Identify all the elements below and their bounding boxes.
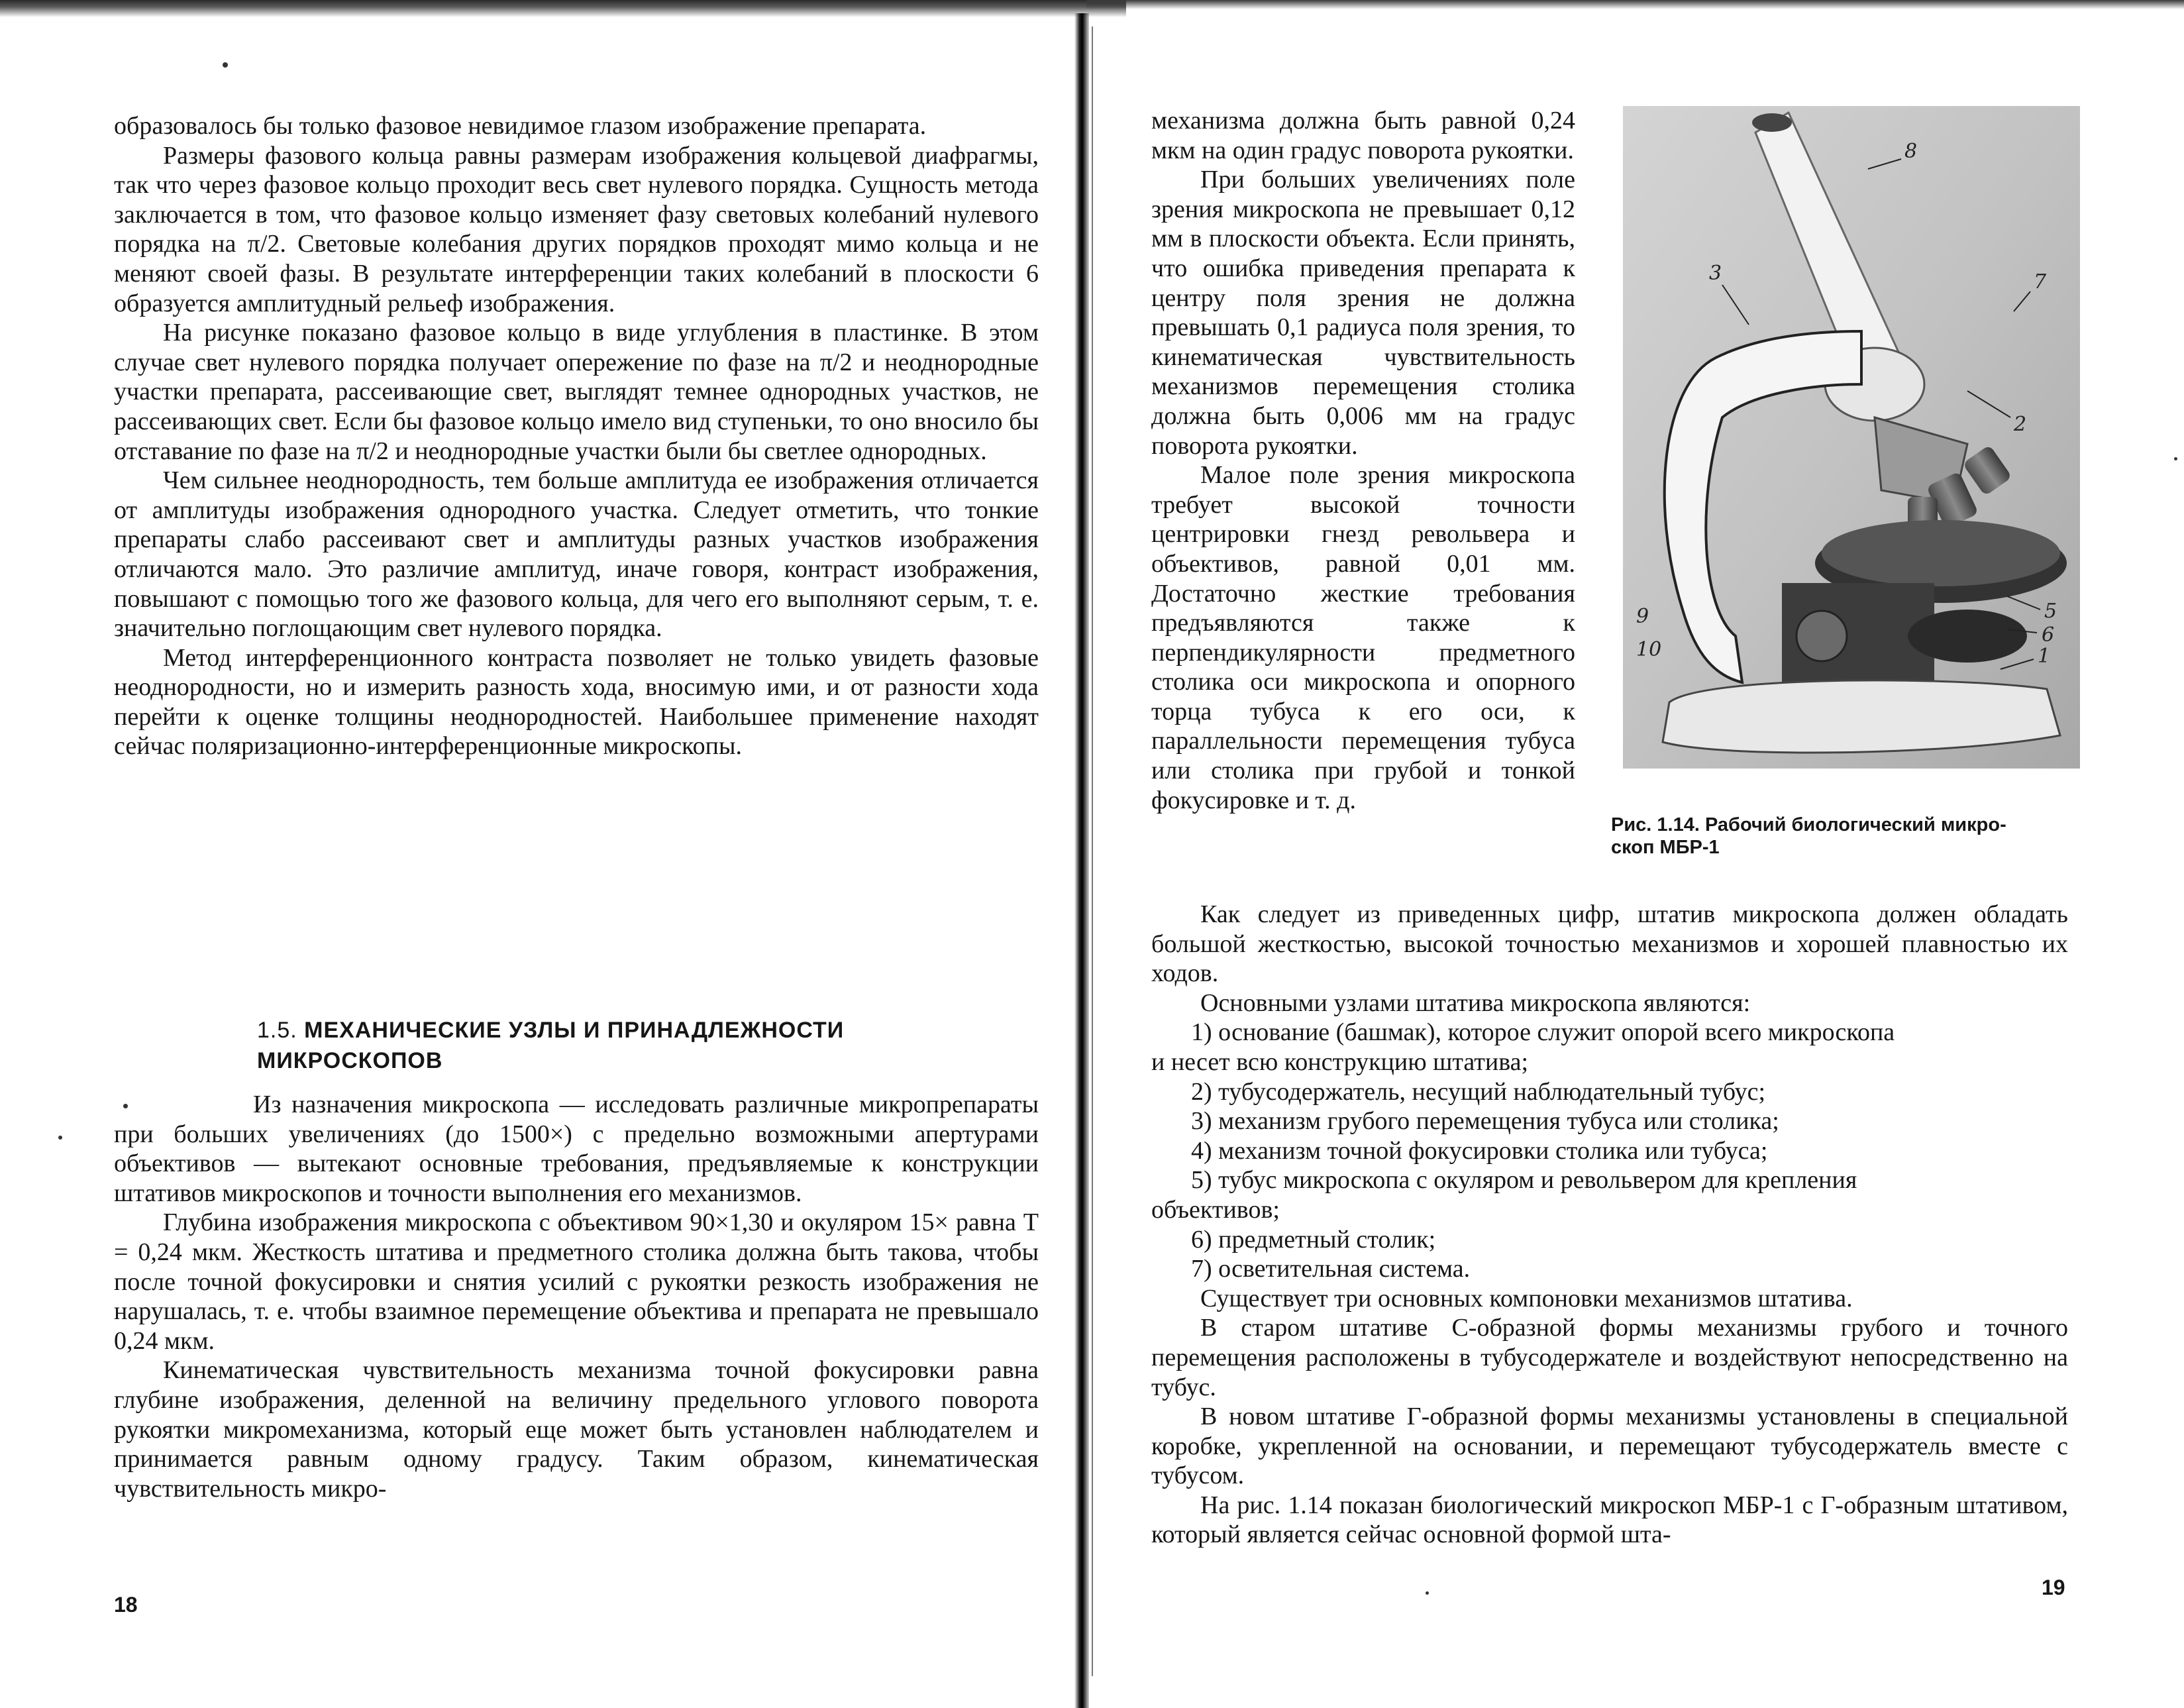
paragraph: Малое поле зрения микроскопа требует высокой точности центрировки гнезд револьвера и объективов, равной 0,01 мм. Достаточно жесткие требования предъявляются также к перпендикулярности предметного столика оси микроскопа и опорного торца тубуса к его оси, к параллельности перемещения тубуса или столика при грубой и тонкой фокусировке и т. д. [1151, 461, 1575, 814]
paragraph: Размеры фазового кольца равны размерам изображения кольцевой диафрагмы, так что через фазовое кольцо проходит весь свет нулевого порядка. Сущность метода заключается в том, что фазовое кольцо изменяет фазу световых колебаний нулевого порядка на π/2. Световые колебания других порядков проходят мимо кольца и не меняют своей фазы. В результате интерференции таких колебаний в плоскости 6 образуется амплитудный рельеф изображения. [114, 141, 1039, 317]
list-item: и несет всю конструкцию штатива; [1151, 1047, 1529, 1076]
scan-speck [58, 1136, 62, 1140]
list-item: 3) механизм грубого перемещения тубуса или столика; [1191, 1107, 1779, 1136]
figure-label: 7 [2034, 270, 2047, 294]
figure-label: 9 [1636, 605, 1649, 628]
section-title-line2: МИКРОСКОПОВ [257, 1048, 443, 1073]
list-item: 1) основание (башмак), которое служит опорой всего микроскопа [1191, 1018, 1895, 1047]
section-title: МЕХАНИЧЕСКИЕ УЗЛЫ И ПРИНАДЛЕЖНОСТИ [304, 1018, 845, 1043]
focus-knob-icon [1796, 611, 1847, 661]
scan-speck [2174, 457, 2177, 460]
scan-speck [223, 62, 228, 68]
stage-top [1822, 520, 2060, 586]
paragraph: Кинематическая чувствительность механизма точной фокусировки равна глубине изображения, деленной на величину предельного углового поворота рукоятки микромеханизма, который еще может быть установлен наблюдателем и принимается равным одному градусу. Таким образом, кинематическая чувствительность микро- [114, 1356, 1039, 1503]
microscope-base [1663, 680, 2060, 753]
figure-caption-line1: Рис. 1.14. Рабочий биологический микро- [1611, 814, 2006, 835]
section-heading [257, 1015, 919, 1076]
page-number-left: 18 [114, 1593, 138, 1617]
paragraph: При больших увеличениях поле зрения микроскопа не превышает 0,12 мм в плоскости объекта. Если принять, что ошибка приведения препарата к центру поля зрения не должна превышать 0,1 радиуса поля зрения, то кинематическая чувствительность механизмов перемещения столика должна быть 0,006 мм на градус поворота рукоятки. [1151, 166, 1575, 460]
paragraph: Глубина изображения микроскопа с объективом 90×1,30 и окуляром 15× равна T = 0,24 мкм. Жесткость штатива и предметного столика должна быть такова, чтобы после точной фокусировки и снятия усилий с рукоятки резкость изображения не нарушалась, т. е. чтобы взаимное перемещение объектива и препарата не превышало 0,24 мкм. [114, 1208, 1039, 1355]
paragraph: Чем сильнее неоднородность, тем больше амплитуда ее изображения отличается от амплитуды изображения однородного участка. Следует отметить, что тонкие препараты слабо рассеивают свет и амплитуды разных участков изображения отличаются мало. Это различие амплитуд, иначе говоря, контраст изображения, повышают с помощью того же фазового кольца, для чего его выполняют серым, т. е. значительно поглощающим свет нулевого порядка. [114, 466, 1039, 643]
paragraph: механизма должна быть равной 0,24 мкм на один градус поворота рукоятки. [1151, 107, 1575, 164]
paragraph: В старом штативе С-образной формы механизмы грубого и точного перемещения расположены в тубусодержателе и воздействуют непосредственно на тубус. [1151, 1314, 2068, 1401]
condenser [1908, 610, 2027, 663]
list-item: объективов; [1151, 1195, 1280, 1224]
left-page-text-top [114, 111, 1039, 761]
eyepiece-icon [1752, 113, 1792, 132]
left-page [0, 0, 1080, 1708]
list-item: 6) предметный столик; [1191, 1225, 1436, 1254]
page-number-right: 19 [2042, 1575, 2065, 1599]
paragraph: На рисунке показано фазовое кольцо в виде углубления в пластинке. В этом случае свет нулевого порядка получает опережение по фазе на π/2 и неоднородные участки препарата, рассеивающие свет, выглядят темнее однородных участков, не рассеивающих свет. Если бы фазовое кольцо имело вид ступеньки, то оно вносило бы отставание по фазе на π/2 и неоднородные участки были бы светлее однородных. [114, 319, 1039, 465]
list-item: 2) тубусодержатель, несущий наблюдательный тубус; [1191, 1077, 1766, 1106]
figure-label: 5 [2044, 600, 2057, 623]
figure-label: 8 [1904, 140, 1918, 163]
paragraph: Как следует из приведенных цифр, штатив микроскопа должен обладать большой жесткостью, высокой точностью механизмов и хорошей плавностью их ходов. [1151, 900, 2068, 988]
paragraph: Из назначения микроскопа — исследовать различные микропрепараты при больших увеличениях (до 1500×) с предельно возможными апертурами объективов — вытекают основные требования, предъявляемые к конструкции штативов микроскопов и точности выполнения его механизмов. [114, 1091, 1039, 1207]
paragraph: Существует три основных компоновки механизмов штатива. [1200, 1284, 1853, 1312]
paragraph: В новом штативе Г-образной формы механизмы установлены в специальной коробке, укрепленной на основании, и перемещают тубусодержатель вместе с тубусом. [1151, 1403, 2068, 1490]
scan-speck [123, 1104, 128, 1108]
paragraph: Метод интерференционного контраста позволяет не только увидеть фазовые неоднородности, но и измерить разность хода, вносимую ими, и от разности хода перейти к оценке толщины неоднородностей. Наибольшее применение находят сейчас поляризационно-интерференционные микроскопы. [114, 643, 1039, 761]
right-page-text-full-width [1151, 900, 2068, 1550]
section-number: 1.5. [257, 1018, 297, 1043]
figure-caption [1611, 814, 2075, 859]
figure-caption-line2: скоп МБР-1 [1611, 837, 1720, 858]
scan-speck [1426, 1591, 1429, 1595]
microscope-figure [1623, 106, 2080, 769]
figure-label: 10 [1636, 638, 1662, 661]
section-heading-line1 [257, 1015, 919, 1045]
list-item: 4) механизм точной фокусировки столика или тубуса; [1191, 1136, 1768, 1165]
figure-label: 1 [2038, 645, 2051, 668]
figure-label: 2 [2014, 413, 2027, 436]
left-page-text-bottom [114, 1090, 1039, 1503]
list-item: 5) тубус микроскопа с окуляром и револьвером для крепления [1191, 1166, 1857, 1195]
microscope-photo [1623, 106, 2080, 769]
paragraph: Основными узлами штатива микроскопа являются: [1200, 988, 1751, 1017]
paragraph: На рис. 1.14 показан биологический микроскоп МБР-1 с Г-образным штативом, который является сейчас основной формой шта- [1151, 1491, 2068, 1549]
list-item: 7) осветительная система. [1191, 1255, 1471, 1283]
right-page-text-beside-figure [1151, 106, 1575, 815]
figure-label: 3 [1709, 262, 1722, 285]
figure-label: 6 [2042, 623, 2055, 647]
paragraph: образовалось бы только фазовое невидимое глазом изображение препарата. [114, 112, 927, 140]
